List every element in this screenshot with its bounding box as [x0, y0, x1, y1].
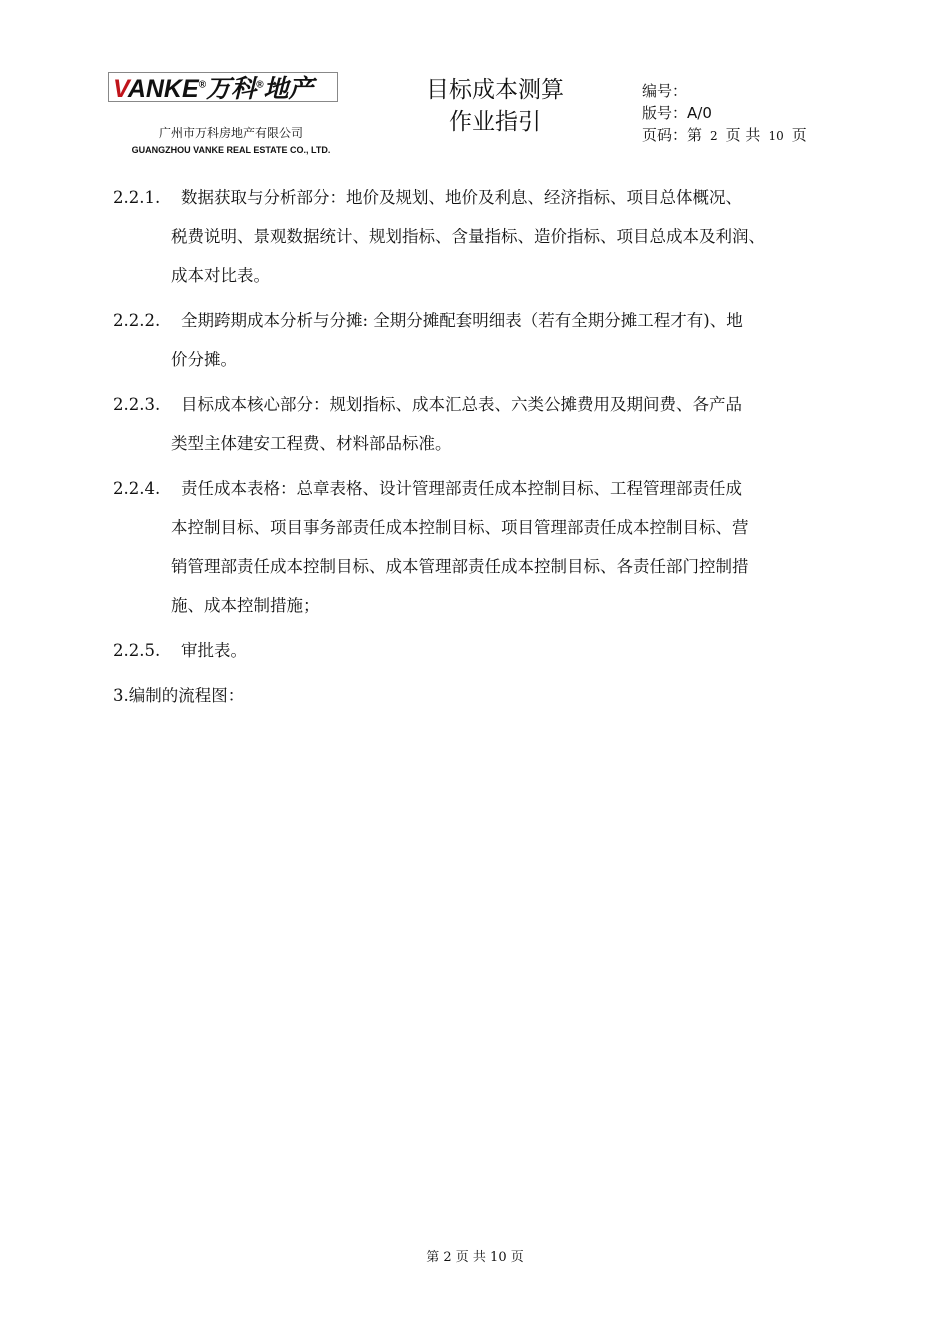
- section-number: 2.2.3.: [113, 395, 161, 414]
- section-number: 2.2.2.: [113, 311, 161, 330]
- section-number: 2.2.1.: [113, 188, 161, 207]
- section-number: 2.2.4.: [113, 479, 161, 498]
- section-3-heading: 3.编制的流程图：: [113, 686, 245, 705]
- page-header: [0, 0, 950, 165]
- section-2-2-3: 2.2.3. 目标成本核心部分：规划指标、成本汇总表、六类公摊费用及期间费、各产品 类型主体建安工程费、材料部品标准。: [113, 385, 843, 463]
- title-line-1: 目标成本测算: [426, 77, 564, 103]
- code-label: 编号：: [642, 82, 688, 100]
- page-footer: 第 2 页 共 10 页: [426, 1250, 524, 1265]
- document-title: [405, 74, 585, 138]
- company-name-cn: 广州市万科房地产有限公司: [158, 126, 303, 140]
- document-meta: [642, 80, 807, 147]
- page-counter: 页码：第 2 页 共 10 页: [642, 126, 807, 144]
- version-label: 版号：A/0: [642, 104, 712, 122]
- section-2-2-5: 2.2.5. 审批表。: [113, 631, 843, 670]
- document-body: [113, 178, 843, 721]
- section-number: 2.2.5.: [113, 641, 161, 660]
- company-name-en: GUANGZHOU VANKE REAL ESTATE CO., LTD.: [131, 145, 331, 155]
- section-2-2-2: 2.2.2. 全期跨期成本分析与分摊: 全期分摊配套明细表（若有全期分摊工程才有)、地 价分摊。: [113, 301, 843, 379]
- section-2-2-1: 2.2.1. 数据获取与分析部分：地价及规划、地价及利息、经济指标、项目总体概况、 税费说明、景观数据统计、规划指标、含量指标、造价指标、项目总成本及利润、 成本对比表。: [113, 178, 843, 295]
- logo-wordmark: VANKE®万科®地产: [113, 75, 314, 102]
- section-2-2-4: 2.2.4. 责任成本表格：总章表格、设计管理部责任成本控制目标、工程管理部责任成 本控制目标、项目事务部责任成本控制目标、项目管理部责任成本控制目标、营 销管理部责任成本控制目标、成本管理部责任成本控制目标、各责任部门控制措 施、成本控制措施；: [113, 469, 843, 625]
- title-line-2: 作业指引: [449, 109, 541, 135]
- vanke-logo: [108, 72, 338, 102]
